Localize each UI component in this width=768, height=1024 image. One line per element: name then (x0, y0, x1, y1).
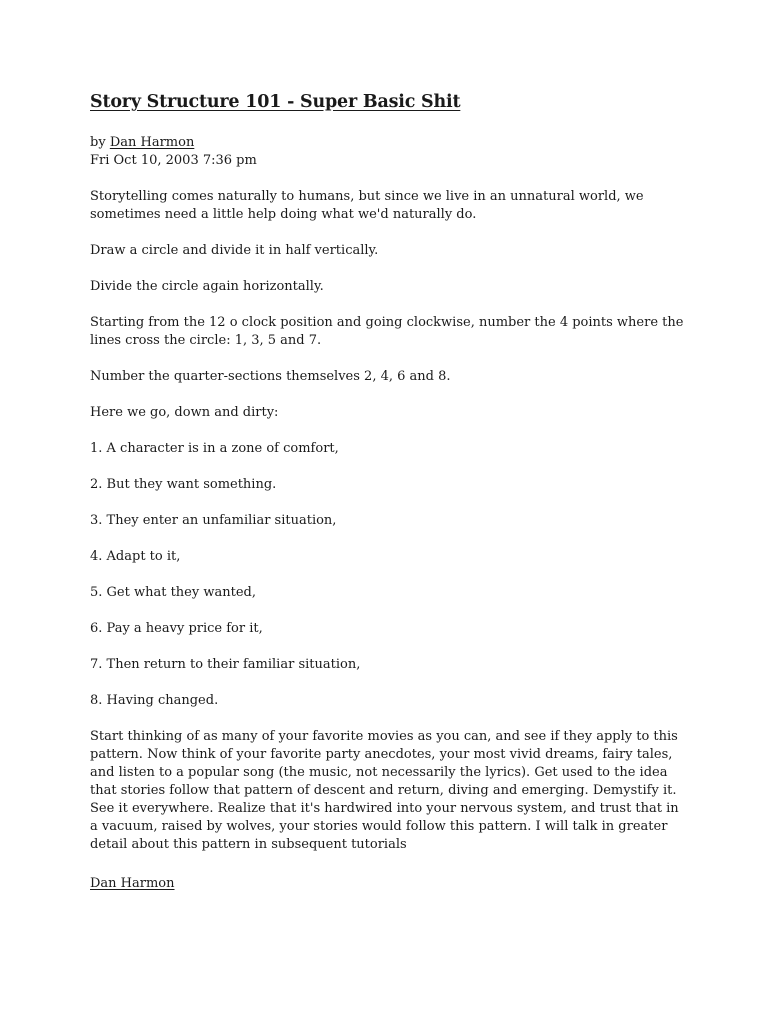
step-item: 7. Then return to their familiar situation, (90, 657, 361, 672)
step-item: 5. Get what they wanted, (90, 585, 256, 600)
byline (90, 134, 685, 152)
author-link[interactable]: Dan Harmon (109, 135, 195, 150)
article-title: Story Structure 101 - Super Basic Shit (90, 92, 461, 112)
intro-paragraph: Storytelling comes naturally to humans, but since we live in an unnatural world, we sometimes need a little help doing what we'd naturally do. (90, 189, 644, 222)
step-item: 3. They enter an unfamiliar situation, (90, 513, 337, 528)
steps-list (90, 440, 685, 710)
byline-prefix: by (90, 135, 106, 150)
document-page (90, 92, 685, 893)
closing-paragraph: Start thinking of as many of your favorite movies as you can, and see if they apply to this pattern. Now think of your favorite party anecdotes, your most vivid dreams, fairy tales, and listen to a popular song (the music, not necessarily the lyrics). Get used to the idea that stories follow that pattern of descent and return, diving and emerging. Demystify it. See it everywhere. Realize that it's hardwired into your nervous system, and trust that in a vacuum, raised by wolves, your stories would follow this pattern. I will talk in greater detail about this pattern in subsequent tutorials (90, 729, 679, 852)
instruction-paragraph-3: Starting from the 12 o clock position and going clockwise, number the 4 points where the lines cross the circle: 1, 3, 5 and 7. (90, 315, 684, 348)
article-meta (90, 134, 685, 170)
step-item: 2. But they want something. (90, 477, 277, 492)
step-item: 8. Having changed. (90, 693, 219, 708)
step-item: 4. Adapt to it, (90, 549, 181, 564)
step-item: 6. Pay a heavy price for it, (90, 621, 263, 636)
instruction-paragraph-4: Number the quarter-sections themselves 2, 4, 6 and 8. (90, 369, 451, 384)
step-item: 1. A character is in a zone of comfort, (90, 441, 339, 456)
instruction-paragraph-1: Draw a circle and divide it in half vertically. (90, 243, 379, 258)
signature-link[interactable]: Dan Harmon (90, 876, 175, 891)
post-date: Fri Oct 10, 2003 7:36 pm (90, 153, 257, 168)
lead-in-paragraph: Here we go, down and dirty: (90, 405, 279, 420)
instruction-paragraph-2: Divide the circle again horizontally. (90, 279, 324, 294)
